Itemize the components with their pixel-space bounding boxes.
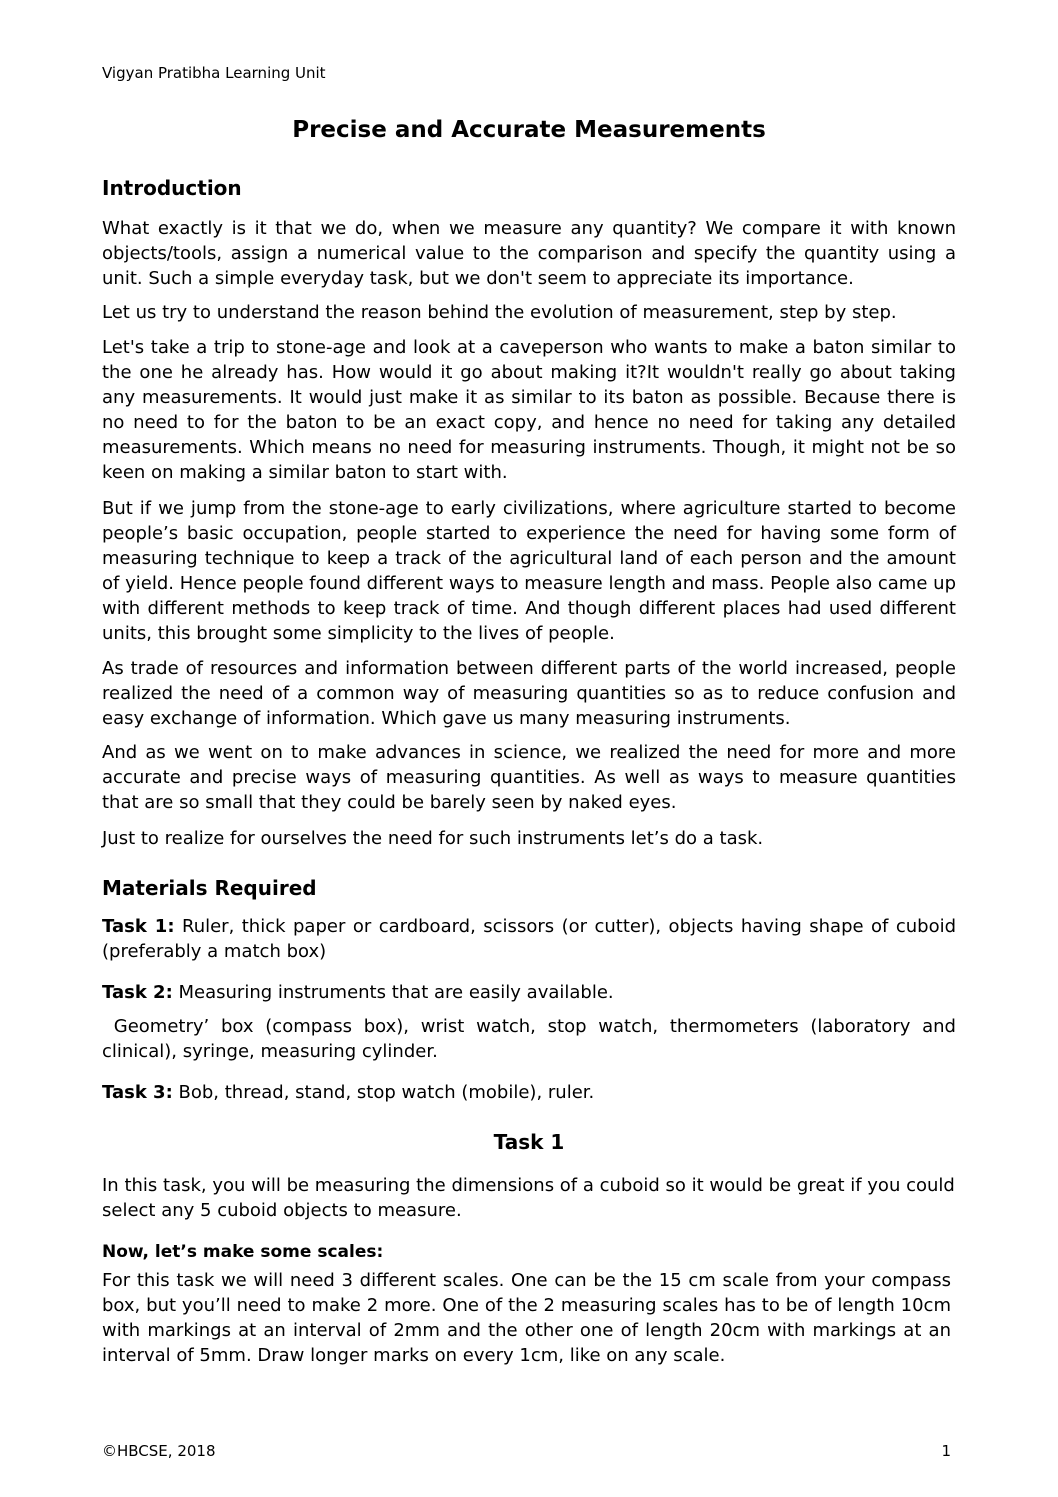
intro-paragraph-6: And as we went on to make advances in science, we realized the need for more and more accurate and precise ways of measuring quantities. As well as ways to measure quantities that are so small that they could be barely seen by naked eyes. [102,742,956,813]
intro-paragraph-5: As trade of resources and information between different parts of the world increased, people realized the need of a common way of measuring quantities so as to reduce confusion and easy exchange of information. Which gave us many measuring instruments. [102,658,956,729]
materials-task-1-label: Task 1: [102,916,175,937]
intro-paragraph-1: What exactly is it that we do, when we measure any quantity? We compare it with known objects/tools, assign a numerical value to the comparison and specify the quantity using a unit. Such a simple everyday task, but we don't seem to appreciate its importance. [102,218,956,289]
materials-task-2-label: Task 2: [102,982,173,1003]
task-1-heading: Task 1 [493,1130,565,1154]
task-1-intro: In this task, you will be measuring the dimensions of a cuboid so it would be great if you could select any 5 cuboid objects to measure. [102,1175,955,1221]
materials-task-1 [102,914,956,964]
materials-task-3 [102,1080,956,1105]
running-header: Vigyan Pratibha Learning Unit [102,64,326,82]
footer-page-number: 1 [941,1442,951,1460]
task-1-text: For this task we will need 3 different scales. One can be the 15 cm scale from your compass box, but you’ll need to make 2 more. One of the 2 measuring scales has to be of length 10cm with markings at an interval of 2mm and the other one of length 20cm with markings at an interval of 5mm. Draw longer marks on every 1cm, like on any scale. [102,1270,951,1366]
footer-copyright: ©HBCSE, 2018 [102,1442,216,1460]
intro-paragraph-3: Let's take a trip to stone-age and look at a caveperson who wants to make a baton similar to the one he already has. How would it go about making it?It wouldn't really go about taking any measurements. It would just make it as similar to its baton as possible. Because there is no need to for the baton to be an exact copy, and hence no need for taking any detailed measurements. Which means no need for measuring instruments. Though, it might not be so keen on making a similar baton to start with. [102,337,956,483]
materials-task-3-label: Task 3: [102,1082,173,1103]
materials-task-1-text: Ruler, thick paper or cardboard, scissors (or cutter), objects having shape of cuboid (preferably a match box) [102,916,957,962]
materials-task-2-text: Measuring instruments that are easily available. [172,982,614,1003]
intro-paragraph-7: Just to realize for ourselves the need for such instruments let’s do a task. [102,828,764,849]
section-heading-materials: Materials Required [102,876,317,900]
section-heading-introduction: Introduction [102,176,242,200]
intro-paragraph-2: Let us try to understand the reason behind the evolution of measurement, step by step. [102,302,897,323]
intro-paragraph-4: But if we jump from the stone-age to early civilizations, where agriculture started to become people’s basic occupation, people started to experience the need for having some form of measuring technique to keep a track of the agricultural land of each person and the amount of yield. Hence people found different ways to measure length and mass. People also came up with different methods to keep track of time. And though different places had used different units, this brought some simplicity to the lives of people. [102,498,956,644]
page-title: Precise and Accurate Measurements [292,117,766,143]
materials-task-2-items: Geometry’ box (compass box), wrist watch, stop watch, thermometers (laboratory and clinical), syringe, measuring cylinder. [102,1016,962,1062]
materials-task-2 [102,980,956,1005]
task-1-subheading: Now, let’s make some scales: [102,1242,384,1262]
materials-task-3-text: Bob, thread, stand, stop watch (mobile), ruler. [172,1082,595,1103]
